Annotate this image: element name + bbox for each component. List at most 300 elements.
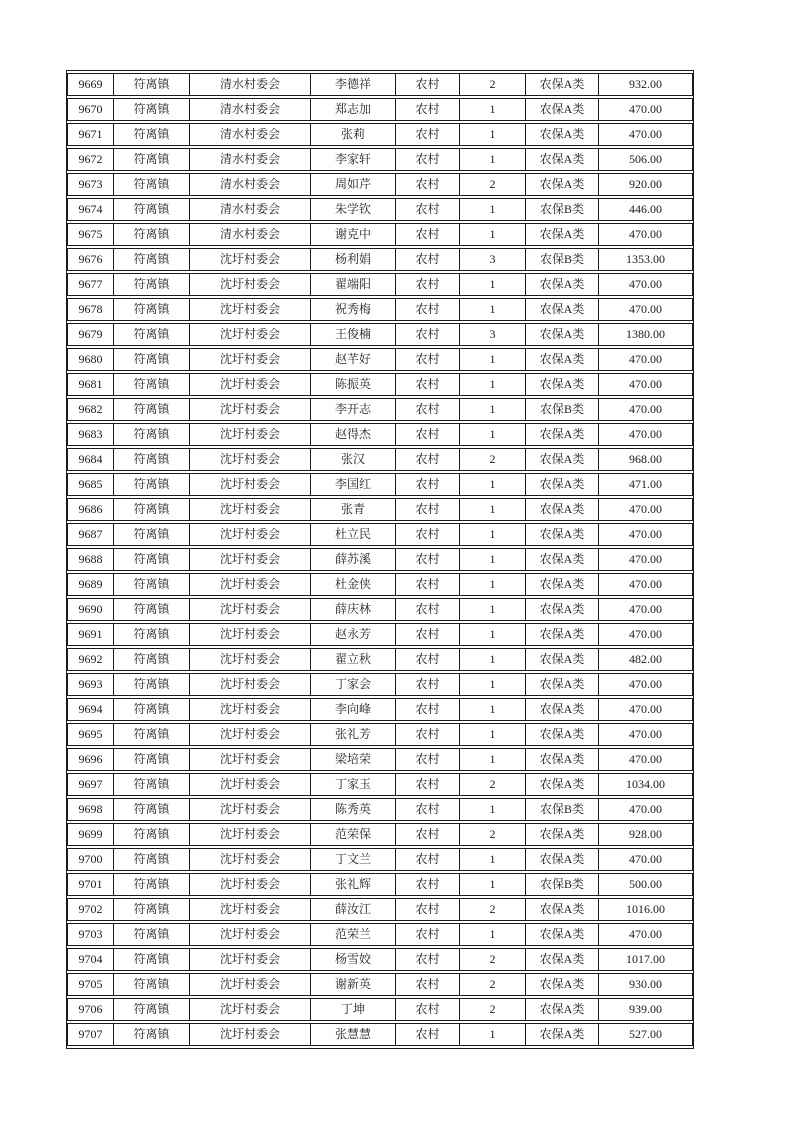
table-row	[67, 998, 693, 1021]
cell-seq: 9678	[67, 298, 114, 321]
cell-town: 符离镇	[114, 373, 190, 396]
cell-count: 1	[460, 498, 526, 521]
cell-seq: 9703	[67, 923, 114, 946]
cell-residence: 农村	[396, 923, 460, 946]
table-row	[67, 348, 693, 371]
cell-seq: 9691	[67, 623, 114, 646]
cell-count: 3	[460, 323, 526, 346]
cell-village: 沈圩村委会	[190, 648, 311, 671]
cell-count: 1	[460, 273, 526, 296]
cell-residence: 农村	[396, 273, 460, 296]
cell-count: 1	[460, 123, 526, 146]
cell-residence: 农村	[396, 823, 460, 846]
cell-village: 沈圩村委会	[190, 398, 311, 421]
cell-village: 沈圩村委会	[190, 248, 311, 271]
cell-village: 沈圩村委会	[190, 623, 311, 646]
cell-amount: 470.00	[599, 373, 693, 396]
cell-insurance: 农保A类	[526, 223, 599, 246]
table-row	[67, 748, 693, 771]
cell-count: 1	[460, 923, 526, 946]
cell-name: 王俊楠	[311, 323, 396, 346]
cell-seq: 9689	[67, 573, 114, 596]
cell-name: 李开志	[311, 398, 396, 421]
cell-insurance: 农保A类	[526, 973, 599, 996]
cell-village: 清水村委会	[190, 148, 311, 171]
table-row	[67, 598, 693, 621]
cell-insurance: 农保A类	[526, 923, 599, 946]
cell-town: 符离镇	[114, 223, 190, 246]
cell-town: 符离镇	[114, 923, 190, 946]
cell-insurance: 农保A类	[526, 723, 599, 746]
cell-village: 沈圩村委会	[190, 523, 311, 546]
cell-village: 清水村委会	[190, 98, 311, 121]
cell-residence: 农村	[396, 473, 460, 496]
cell-village: 清水村委会	[190, 173, 311, 196]
cell-amount: 470.00	[599, 673, 693, 696]
cell-village: 沈圩村委会	[190, 448, 311, 471]
table-row	[67, 698, 693, 721]
cell-seq: 9673	[67, 173, 114, 196]
cell-name: 杜金侠	[311, 573, 396, 596]
cell-seq: 9702	[67, 898, 114, 921]
cell-village: 沈圩村委会	[190, 998, 311, 1021]
cell-town: 符离镇	[114, 973, 190, 996]
table-row	[67, 448, 693, 471]
cell-residence: 农村	[396, 223, 460, 246]
cell-name: 张莉	[311, 123, 396, 146]
cell-name: 杨利娟	[311, 248, 396, 271]
cell-name: 范荣保	[311, 823, 396, 846]
table-row	[67, 923, 693, 946]
cell-count: 1	[460, 523, 526, 546]
cell-amount: 1034.00	[599, 773, 693, 796]
cell-town: 符离镇	[114, 273, 190, 296]
cell-count: 1	[460, 98, 526, 121]
cell-village: 沈圩村委会	[190, 873, 311, 896]
cell-residence: 农村	[396, 148, 460, 171]
cell-town: 符离镇	[114, 748, 190, 771]
cell-village: 沈圩村委会	[190, 923, 311, 946]
cell-amount: 470.00	[599, 223, 693, 246]
cell-seq: 9669	[67, 73, 114, 96]
cell-village: 沈圩村委会	[190, 898, 311, 921]
cell-insurance: 农保A类	[526, 898, 599, 921]
data-table	[67, 71, 693, 1048]
cell-amount: 470.00	[599, 498, 693, 521]
cell-amount: 968.00	[599, 448, 693, 471]
table-row	[67, 248, 693, 271]
cell-insurance: 农保A类	[526, 448, 599, 471]
table-row	[67, 323, 693, 346]
cell-insurance: 农保A类	[526, 823, 599, 846]
cell-count: 1	[460, 1023, 526, 1046]
cell-town: 符离镇	[114, 323, 190, 346]
cell-name: 祝秀梅	[311, 298, 396, 321]
cell-town: 符离镇	[114, 698, 190, 721]
table-row	[67, 623, 693, 646]
cell-count: 1	[460, 648, 526, 671]
cell-seq: 9693	[67, 673, 114, 696]
cell-residence: 农村	[396, 723, 460, 746]
cell-amount: 470.00	[599, 923, 693, 946]
cell-insurance: 农保A类	[526, 698, 599, 721]
cell-insurance: 农保A类	[526, 673, 599, 696]
cell-seq: 9692	[67, 648, 114, 671]
cell-town: 符离镇	[114, 798, 190, 821]
cell-residence: 农村	[396, 948, 460, 971]
cell-name: 谢克中	[311, 223, 396, 246]
cell-name: 薛庆林	[311, 598, 396, 621]
cell-town: 符离镇	[114, 448, 190, 471]
cell-village: 沈圩村委会	[190, 598, 311, 621]
cell-seq: 9677	[67, 273, 114, 296]
cell-village: 清水村委会	[190, 73, 311, 96]
cell-amount: 920.00	[599, 173, 693, 196]
cell-count: 2	[460, 173, 526, 196]
table-row	[67, 1023, 693, 1046]
cell-town: 符离镇	[114, 123, 190, 146]
cell-village: 沈圩村委会	[190, 723, 311, 746]
cell-amount: 470.00	[599, 798, 693, 821]
table-row	[67, 373, 693, 396]
table-row	[67, 73, 693, 96]
cell-amount: 527.00	[599, 1023, 693, 1046]
table-row	[67, 823, 693, 846]
cell-seq: 9688	[67, 548, 114, 571]
cell-residence: 农村	[396, 373, 460, 396]
cell-insurance: 农保A类	[526, 148, 599, 171]
cell-seq: 9706	[67, 998, 114, 1021]
cell-insurance: 农保A类	[526, 323, 599, 346]
cell-residence: 农村	[396, 198, 460, 221]
cell-count: 1	[460, 348, 526, 371]
cell-name: 张礼辉	[311, 873, 396, 896]
cell-insurance: 农保A类	[526, 573, 599, 596]
cell-insurance: 农保B类	[526, 873, 599, 896]
cell-insurance: 农保A类	[526, 123, 599, 146]
cell-residence: 农村	[396, 248, 460, 271]
table-row	[67, 148, 693, 171]
cell-residence: 农村	[396, 423, 460, 446]
cell-count: 1	[460, 873, 526, 896]
cell-seq: 9683	[67, 423, 114, 446]
cell-residence: 农村	[396, 323, 460, 346]
cell-seq: 9704	[67, 948, 114, 971]
cell-name: 范荣兰	[311, 923, 396, 946]
cell-town: 符离镇	[114, 523, 190, 546]
cell-seq: 9670	[67, 98, 114, 121]
cell-village: 沈圩村委会	[190, 348, 311, 371]
cell-count: 1	[460, 423, 526, 446]
cell-town: 符离镇	[114, 298, 190, 321]
table-row	[67, 423, 693, 446]
cell-village: 沈圩村委会	[190, 823, 311, 846]
cell-count: 2	[460, 448, 526, 471]
cell-count: 2	[460, 973, 526, 996]
cell-amount: 470.00	[599, 723, 693, 746]
cell-seq: 9690	[67, 598, 114, 621]
cell-town: 符离镇	[114, 148, 190, 171]
cell-town: 符离镇	[114, 98, 190, 121]
cell-name: 丁家会	[311, 673, 396, 696]
table-row	[67, 573, 693, 596]
cell-residence: 农村	[396, 623, 460, 646]
cell-town: 符离镇	[114, 898, 190, 921]
cell-amount: 470.00	[599, 348, 693, 371]
cell-name: 李向峰	[311, 698, 396, 721]
cell-seq: 9701	[67, 873, 114, 896]
cell-name: 周如芹	[311, 173, 396, 196]
cell-insurance: 农保A类	[526, 998, 599, 1021]
cell-village: 沈圩村委会	[190, 973, 311, 996]
cell-insurance: 农保A类	[526, 373, 599, 396]
cell-village: 清水村委会	[190, 223, 311, 246]
cell-town: 符离镇	[114, 548, 190, 571]
cell-name: 陈振英	[311, 373, 396, 396]
cell-insurance: 农保A类	[526, 598, 599, 621]
cell-name: 张礼芳	[311, 723, 396, 746]
cell-count: 1	[460, 298, 526, 321]
cell-name: 薛汝江	[311, 898, 396, 921]
cell-town: 符离镇	[114, 598, 190, 621]
cell-village: 沈圩村委会	[190, 573, 311, 596]
cell-residence: 农村	[396, 398, 460, 421]
cell-village: 沈圩村委会	[190, 473, 311, 496]
table-row	[67, 398, 693, 421]
cell-name: 陈秀英	[311, 798, 396, 821]
cell-village: 沈圩村委会	[190, 273, 311, 296]
cell-amount: 1380.00	[599, 323, 693, 346]
cell-town: 符离镇	[114, 348, 190, 371]
cell-count: 1	[460, 598, 526, 621]
cell-name: 丁坤	[311, 998, 396, 1021]
cell-residence: 农村	[396, 348, 460, 371]
table-row	[67, 173, 693, 196]
cell-seq: 9672	[67, 148, 114, 171]
cell-count: 1	[460, 723, 526, 746]
cell-village: 沈圩村委会	[190, 798, 311, 821]
cell-residence: 农村	[396, 548, 460, 571]
cell-insurance: 农保A类	[526, 623, 599, 646]
cell-insurance: 农保B类	[526, 198, 599, 221]
cell-count: 1	[460, 798, 526, 821]
cell-residence: 农村	[396, 798, 460, 821]
cell-village: 沈圩村委会	[190, 498, 311, 521]
cell-residence: 农村	[396, 998, 460, 1021]
cell-name: 张汉	[311, 448, 396, 471]
cell-residence: 农村	[396, 573, 460, 596]
cell-amount: 470.00	[599, 423, 693, 446]
cell-count: 1	[460, 573, 526, 596]
table-row	[67, 223, 693, 246]
cell-residence: 农村	[396, 298, 460, 321]
cell-seq: 9686	[67, 498, 114, 521]
cell-insurance: 农保A类	[526, 648, 599, 671]
cell-town: 符离镇	[114, 623, 190, 646]
cell-amount: 470.00	[599, 523, 693, 546]
cell-amount: 1017.00	[599, 948, 693, 971]
cell-count: 2	[460, 773, 526, 796]
cell-town: 符离镇	[114, 198, 190, 221]
cell-seq: 9700	[67, 848, 114, 871]
table-row	[67, 98, 693, 121]
cell-amount: 470.00	[599, 748, 693, 771]
cell-residence: 农村	[396, 748, 460, 771]
cell-village: 沈圩村委会	[190, 748, 311, 771]
cell-insurance: 农保B类	[526, 248, 599, 271]
cell-residence: 农村	[396, 173, 460, 196]
cell-name: 杜立民	[311, 523, 396, 546]
cell-seq: 9671	[67, 123, 114, 146]
cell-seq: 9674	[67, 198, 114, 221]
cell-count: 1	[460, 473, 526, 496]
cell-residence: 农村	[396, 673, 460, 696]
cell-amount: 470.00	[599, 273, 693, 296]
cell-village: 沈圩村委会	[190, 548, 311, 571]
cell-village: 清水村委会	[190, 198, 311, 221]
cell-town: 符离镇	[114, 723, 190, 746]
cell-amount: 446.00	[599, 198, 693, 221]
cell-town: 符离镇	[114, 998, 190, 1021]
cell-town: 符离镇	[114, 873, 190, 896]
cell-town: 符离镇	[114, 498, 190, 521]
cell-name: 张慧慧	[311, 1023, 396, 1046]
cell-insurance: 农保A类	[526, 298, 599, 321]
table-row	[67, 973, 693, 996]
data-table-container	[66, 70, 694, 1049]
cell-residence: 农村	[396, 73, 460, 96]
cell-amount: 470.00	[599, 298, 693, 321]
cell-residence: 农村	[396, 498, 460, 521]
cell-count: 2	[460, 948, 526, 971]
cell-town: 符离镇	[114, 173, 190, 196]
table-row	[67, 873, 693, 896]
cell-town: 符离镇	[114, 673, 190, 696]
table-row	[67, 473, 693, 496]
cell-residence: 农村	[396, 448, 460, 471]
cell-amount: 470.00	[599, 698, 693, 721]
cell-residence: 农村	[396, 773, 460, 796]
cell-residence: 农村	[396, 848, 460, 871]
cell-name: 丁文兰	[311, 848, 396, 871]
cell-count: 1	[460, 373, 526, 396]
cell-name: 李德祥	[311, 73, 396, 96]
table-row	[67, 198, 693, 221]
cell-seq: 9680	[67, 348, 114, 371]
cell-name: 赵得杰	[311, 423, 396, 446]
cell-count: 3	[460, 248, 526, 271]
cell-name: 张青	[311, 498, 396, 521]
cell-town: 符离镇	[114, 773, 190, 796]
cell-name: 丁家玉	[311, 773, 396, 796]
cell-village: 沈圩村委会	[190, 423, 311, 446]
cell-count: 1	[460, 548, 526, 571]
table-row	[67, 548, 693, 571]
cell-amount: 470.00	[599, 848, 693, 871]
cell-town: 符离镇	[114, 473, 190, 496]
cell-town: 符离镇	[114, 73, 190, 96]
cell-insurance: 农保A类	[526, 348, 599, 371]
cell-village: 清水村委会	[190, 123, 311, 146]
cell-residence: 农村	[396, 523, 460, 546]
cell-seq: 9705	[67, 973, 114, 996]
table-row	[67, 898, 693, 921]
cell-village: 沈圩村委会	[190, 298, 311, 321]
cell-amount: 928.00	[599, 823, 693, 846]
cell-count: 1	[460, 673, 526, 696]
table-row	[67, 123, 693, 146]
cell-village: 沈圩村委会	[190, 773, 311, 796]
cell-name: 郑志加	[311, 98, 396, 121]
table-row	[67, 848, 693, 871]
cell-insurance: 农保A类	[526, 473, 599, 496]
cell-town: 符离镇	[114, 848, 190, 871]
cell-amount: 470.00	[599, 573, 693, 596]
cell-seq: 9698	[67, 798, 114, 821]
cell-village: 沈圩村委会	[190, 673, 311, 696]
cell-town: 符离镇	[114, 248, 190, 271]
cell-seq: 9685	[67, 473, 114, 496]
cell-insurance: 农保A类	[526, 1023, 599, 1046]
cell-amount: 939.00	[599, 998, 693, 1021]
table-row	[67, 523, 693, 546]
cell-insurance: 农保A类	[526, 548, 599, 571]
table-row	[67, 673, 693, 696]
cell-amount: 471.00	[599, 473, 693, 496]
cell-count: 1	[460, 698, 526, 721]
cell-insurance: 农保A类	[526, 848, 599, 871]
cell-count: 2	[460, 823, 526, 846]
cell-insurance: 农保A类	[526, 73, 599, 96]
table-row	[67, 798, 693, 821]
cell-seq: 9684	[67, 448, 114, 471]
cell-town: 符离镇	[114, 823, 190, 846]
cell-insurance: 农保B类	[526, 798, 599, 821]
cell-count: 2	[460, 998, 526, 1021]
cell-count: 1	[460, 748, 526, 771]
cell-town: 符离镇	[114, 948, 190, 971]
cell-amount: 930.00	[599, 973, 693, 996]
table-row	[67, 723, 693, 746]
cell-residence: 农村	[396, 898, 460, 921]
cell-residence: 农村	[396, 1023, 460, 1046]
cell-residence: 农村	[396, 123, 460, 146]
cell-village: 沈圩村委会	[190, 373, 311, 396]
cell-seq: 9699	[67, 823, 114, 846]
cell-seq: 9687	[67, 523, 114, 546]
table-row	[67, 948, 693, 971]
table-row	[67, 498, 693, 521]
cell-name: 朱学钦	[311, 198, 396, 221]
cell-amount: 932.00	[599, 73, 693, 96]
cell-seq: 9681	[67, 373, 114, 396]
table-row	[67, 273, 693, 296]
cell-insurance: 农保A类	[526, 523, 599, 546]
cell-count: 1	[460, 848, 526, 871]
cell-count: 2	[460, 73, 526, 96]
cell-residence: 农村	[396, 598, 460, 621]
cell-residence: 农村	[396, 698, 460, 721]
cell-amount: 470.00	[599, 98, 693, 121]
cell-amount: 470.00	[599, 123, 693, 146]
cell-village: 沈圩村委会	[190, 848, 311, 871]
cell-amount: 506.00	[599, 148, 693, 171]
cell-town: 符离镇	[114, 573, 190, 596]
table-row	[67, 298, 693, 321]
table-row	[67, 648, 693, 671]
cell-count: 2	[460, 898, 526, 921]
cell-residence: 农村	[396, 873, 460, 896]
